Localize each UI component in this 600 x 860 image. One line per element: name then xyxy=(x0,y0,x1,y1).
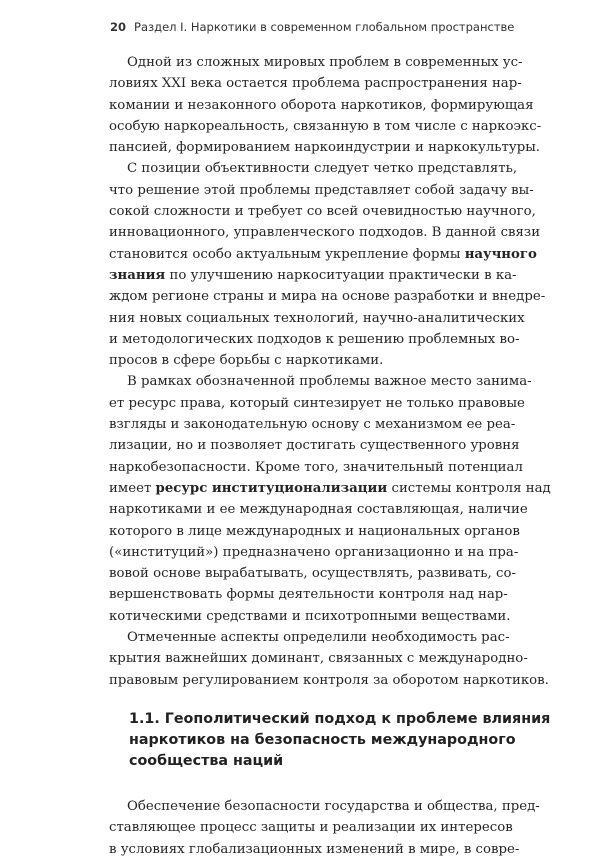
text-line: ловиях XXI века остается проблема распространения нар- xyxy=(109,76,522,92)
text-line: вовой основе вырабатывать, осуществлять, развивать, со- xyxy=(109,566,516,582)
paragraph-2 xyxy=(109,158,546,371)
text-line: С позиции объективности следует четко представлять, xyxy=(127,161,518,177)
text-line: крытия важнейших доминант, связанных с международно- xyxy=(109,651,528,667)
text-line: и методологических подходов к решению проблемных во- xyxy=(109,331,520,347)
text-line: комании и незаконного оборота наркотиков, формирующая xyxy=(109,97,534,113)
heading-line: 1.1. Геополитический подход к проблеме влияния xyxy=(129,710,551,727)
text-line: просов в сфере борьбы с наркотиками. xyxy=(109,353,384,369)
text-line: взгляды и законодательную основу с механизмом ее реа- xyxy=(109,417,516,433)
text-line: («институций») предназначено организационно и на пра- xyxy=(109,544,519,560)
bold-term: ресурс институционализации xyxy=(155,480,388,496)
text-run: становится особо актуальным укрепление формы xyxy=(109,246,465,262)
text-line: пансией, формированием наркоиндустрии и наркокультуры. xyxy=(109,140,541,156)
text-line: котическими средствами и психотропными веществами. xyxy=(109,608,511,624)
bold-term: научного xyxy=(464,246,537,262)
text-line: наркобезопасности. Кроме того, значительный потенциал xyxy=(109,459,523,475)
text-line: ет ресурс права, который синтезирует не только правовые xyxy=(109,395,525,411)
text-line: инновационного, управленческого подходов. В данной связи xyxy=(109,225,541,241)
paragraph-1 xyxy=(109,52,542,158)
text-line: Обеспечение безопасности государства и общества, пред- xyxy=(127,798,540,814)
text-line: лизации, но и позволяет достигать существенного уровня xyxy=(109,438,520,454)
text-line: которого в лице международных и национальных органов xyxy=(109,523,520,539)
text-line: ставляющее процесс защиты и реализации их интересов xyxy=(109,820,513,836)
heading-line: сообщества наций xyxy=(129,752,284,769)
running-header xyxy=(110,20,514,34)
text-line: в условиях глобализационных изменений в мире, в совре- xyxy=(109,841,520,857)
text-line: Одной из сложных мировых проблем в современных ус- xyxy=(127,55,523,70)
text-run: имеет xyxy=(109,480,156,496)
page-number: 20 xyxy=(110,20,127,34)
text-line xyxy=(109,265,517,286)
text-line xyxy=(109,244,537,265)
section-heading xyxy=(129,709,551,772)
paragraph-3 xyxy=(109,371,551,627)
paragraph-4 xyxy=(109,627,549,691)
text-line xyxy=(109,478,551,499)
heading-line: наркотиков на безопасность международного xyxy=(129,731,516,748)
text-line: что решение этой проблемы представляет собой задачу вы- xyxy=(109,182,534,198)
text-line: ния новых социальных технологий, научно-аналитических xyxy=(109,310,525,326)
running-title: Раздел I. Наркотики в современном глобальном пространстве xyxy=(134,20,515,34)
paragraph-5 xyxy=(109,796,540,860)
text-line: наркотиками и ее международная составляющая, наличие xyxy=(109,502,528,518)
text-run: по улучшению наркоситуации практически в ка- xyxy=(165,267,517,283)
text-line: Отмеченные аспекты определили необходимость рас- xyxy=(127,630,510,646)
bold-term: знания xyxy=(109,267,166,283)
text-line: вершенствовать формы деятельности контроля над нар- xyxy=(109,587,508,603)
text-line: правовым регулированием контроля за оборотом наркотиков. xyxy=(109,672,549,688)
main-text xyxy=(109,52,551,860)
text-run: системы контроля над xyxy=(387,480,551,496)
text-line: ждом регионе страны и мира на основе разработки и внедре- xyxy=(109,289,546,305)
text-line: особую наркореальность, связанную в том числе с наркоэкс- xyxy=(109,118,542,134)
text-line: сокой сложности и требует со всей очевидностью научного, xyxy=(109,204,536,220)
text-line: В рамках обозначенной проблемы важное место занима- xyxy=(127,374,532,390)
